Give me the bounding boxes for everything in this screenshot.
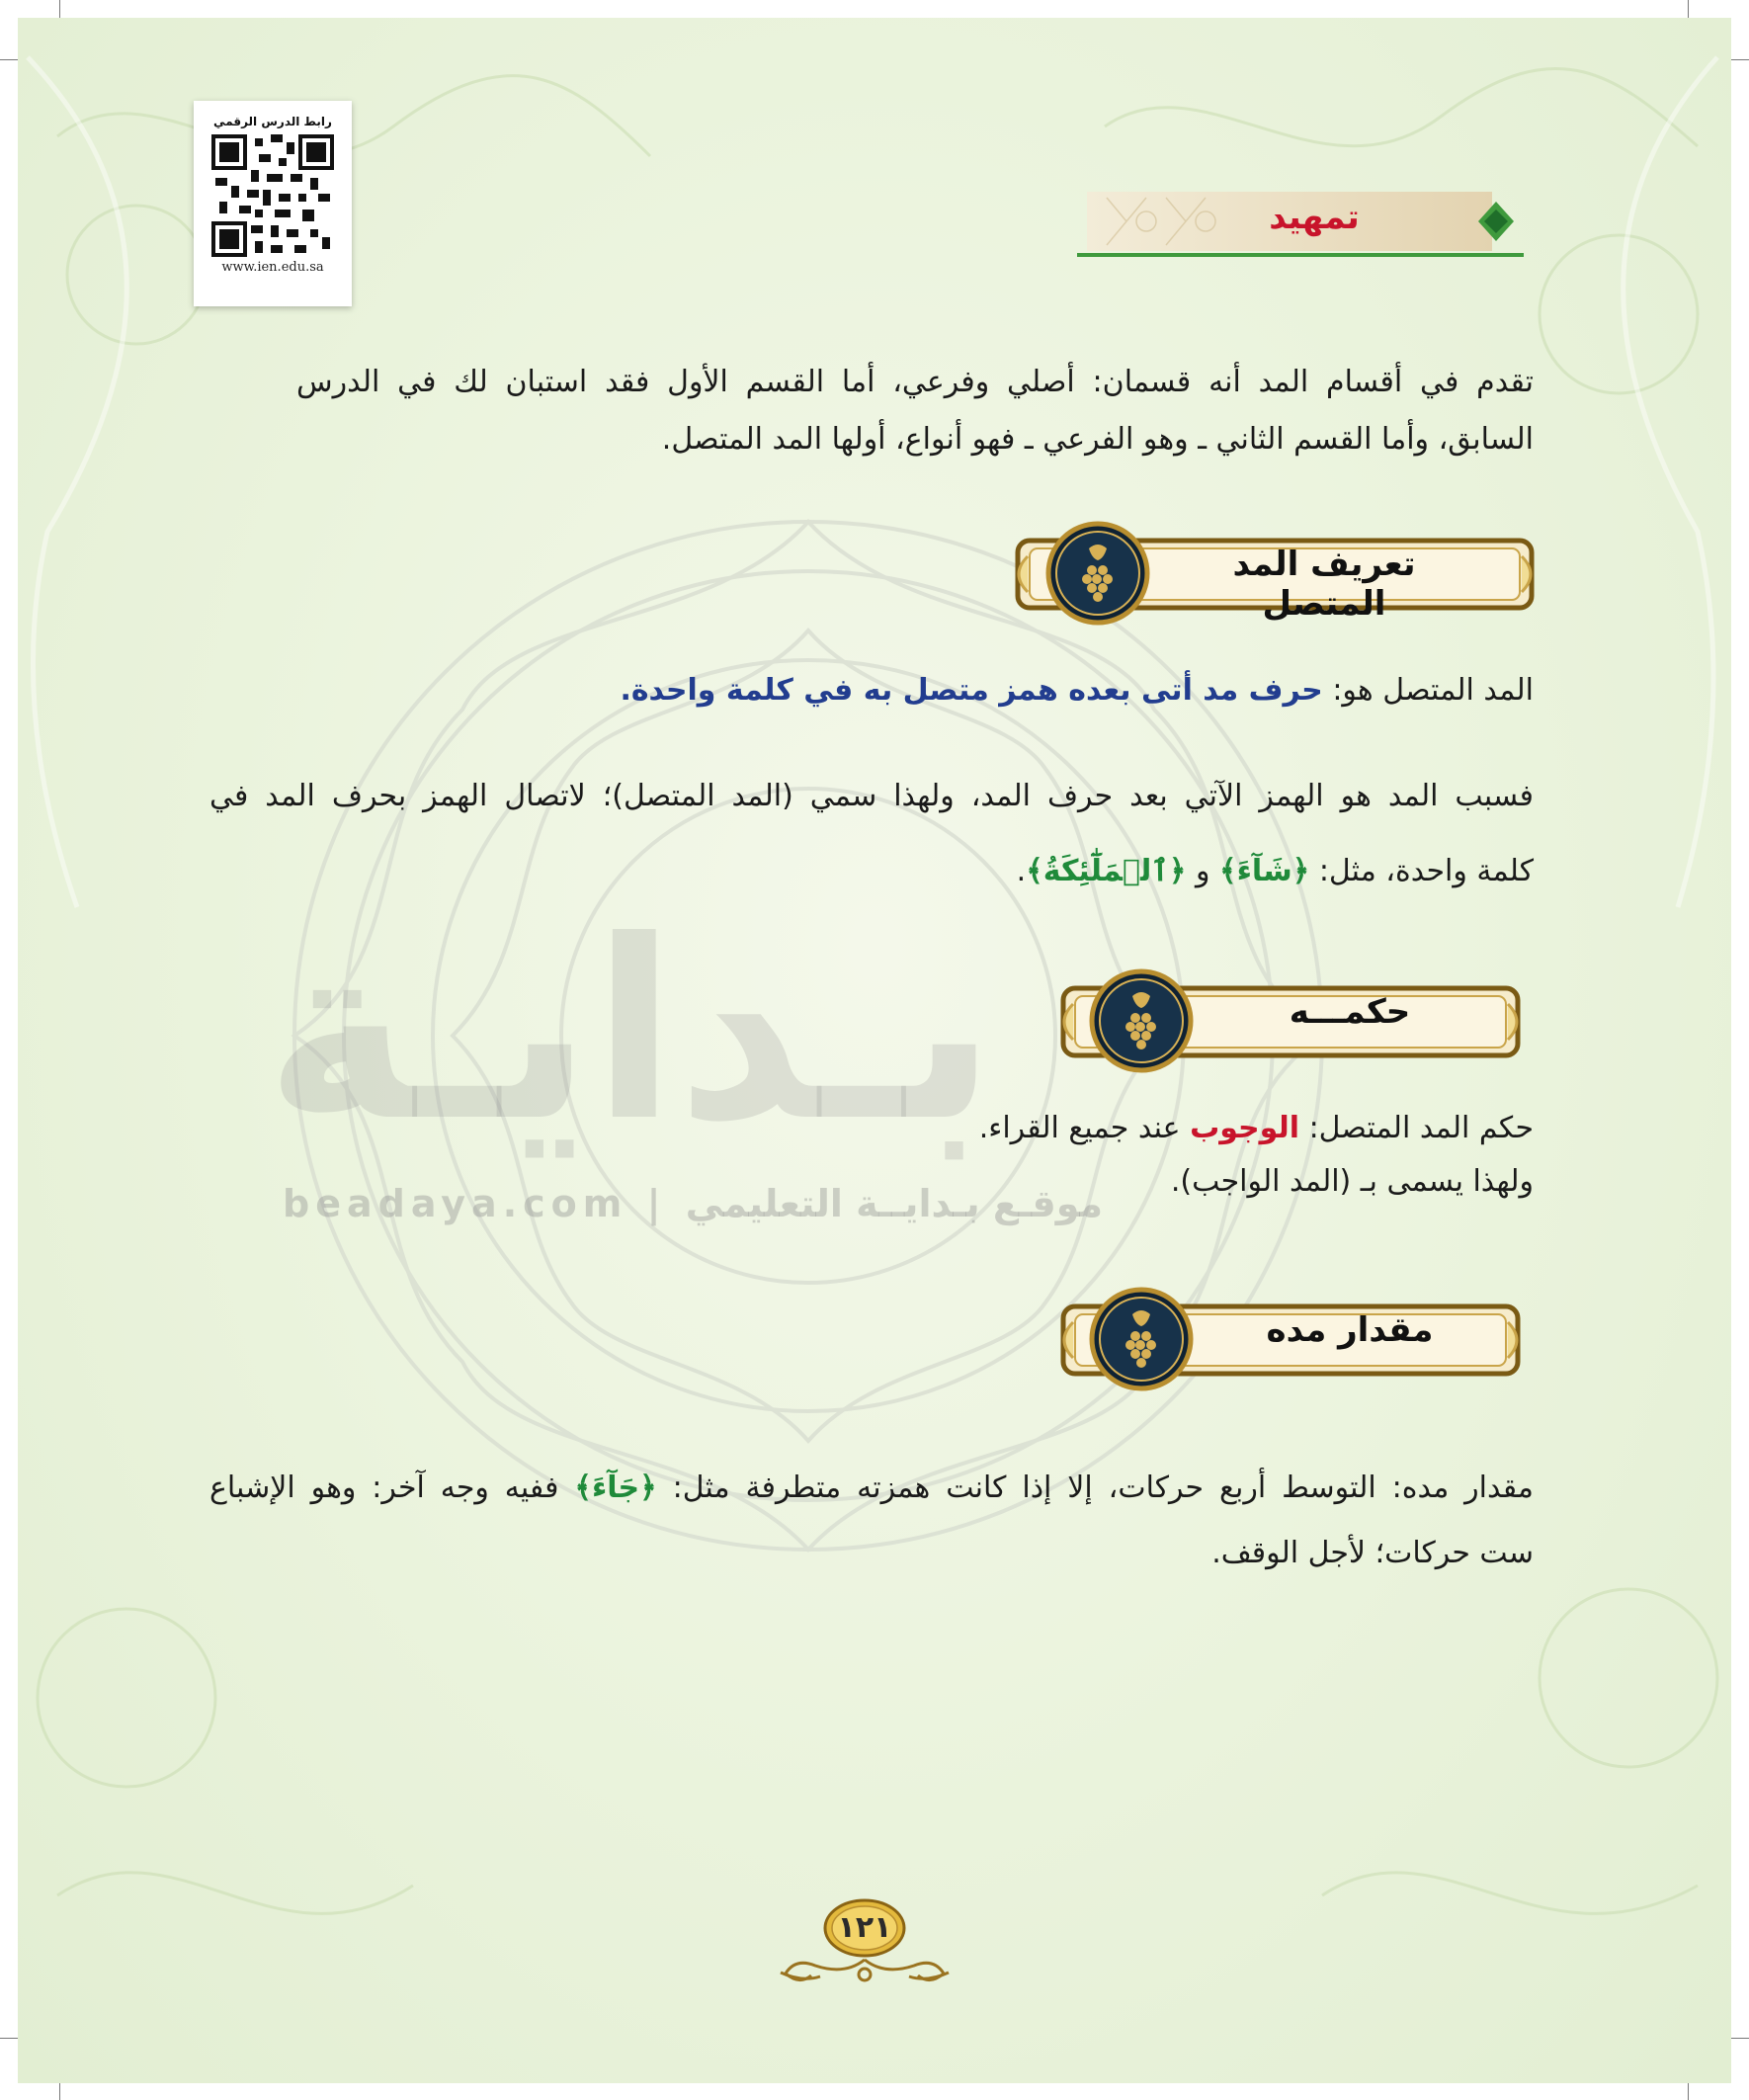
amount-line (209, 1456, 1534, 1521)
reason-lead: كلمة واحدة، مثل: (1309, 854, 1534, 888)
intro-paragraph (296, 354, 1534, 468)
qr-code-icon[interactable] (211, 134, 334, 257)
reason-line: فسبب المد هو الهمز الآتي بعد حرف المد، ولهذا سمي (المد المتصل)؛ لاتصال الهمز بحرف المد في (209, 779, 1534, 813)
ruling-lead: حكم المد المتصل: (1299, 1111, 1534, 1145)
definition-lead: المد المتصل هو: (1322, 673, 1534, 708)
intro-title: تمهيد (1269, 198, 1360, 237)
section-header-definition (1008, 519, 1541, 628)
definition-highlight: حرف مد أتى بعده همز متصل به في كلمة واحدة. (620, 673, 1323, 708)
definition-paragraph (296, 662, 1534, 719)
quran-example-1: ﴿شَآءَ﴾ (1219, 854, 1310, 888)
ruling-line (692, 1102, 1534, 1155)
watermark-text: beadaya.com | موقـع بـدايــة التعليمي (283, 1182, 1104, 1225)
intro-line: تقدم في أقسام المد أنه قسمان: أصلي وفرعي، أما القسم الأول فقد استبان لك في الدرس (296, 365, 1534, 399)
qr-url[interactable]: www.ien.edu.sa (221, 260, 324, 275)
amount-paragraph (209, 1456, 1534, 1586)
amount-rest: ففيه وجه آخر: وهو الإشباع (209, 1470, 575, 1505)
ruling-highlight: الوجوب (1190, 1111, 1300, 1145)
grape-emblem-icon (1089, 1287, 1194, 1391)
intro-line: السابق، وأما القسم الثاني ـ وهو الفرعي ـ فهو أنواع، أولها المد المتصل. (661, 422, 1534, 457)
page-number-ornament (761, 1895, 998, 2004)
section-header-ruling (1053, 966, 1528, 1075)
amount-line: ست حركات؛ لأجل الوقف. (1211, 1536, 1534, 1570)
section-title: حكمـــه (1289, 992, 1411, 1032)
conjunction: و (1186, 854, 1220, 888)
section-title: تعريف المد المتصل (1232, 545, 1416, 624)
page-number: ١٢١ (837, 1910, 892, 1945)
grape-emblem-icon (1089, 968, 1194, 1073)
section-title: مقدار مده (1266, 1310, 1434, 1350)
watermark-logo: بـدايـة (265, 887, 997, 1175)
qr-title: رابط الدرس الرقمي (213, 115, 332, 128)
amount-lead: مقدار مده: التوسط أربع حركات، إلا إذا كانت همزته متطرفة مثل: (656, 1470, 1534, 1505)
reason-line (209, 834, 1534, 909)
reason-paragraph (209, 759, 1534, 909)
grape-emblem-icon (1045, 521, 1150, 626)
section-header-amount (1053, 1285, 1528, 1393)
quran-example-3: ﴿جَآءَ﴾ (574, 1470, 657, 1505)
definition-line (296, 662, 1534, 719)
quran-example-2: ﴿ٱلۡمَلَٰٓئِكَةُ﴾ (1026, 854, 1187, 888)
ruling-paragraph (692, 1102, 1534, 1209)
end-mark: . (1016, 854, 1027, 888)
qr-card[interactable] (194, 101, 352, 306)
ruling-rest: عند جميع القراء. (978, 1111, 1191, 1145)
ruling-line: ولهذا يسمى بـ (المد الواجب). (1170, 1164, 1534, 1199)
